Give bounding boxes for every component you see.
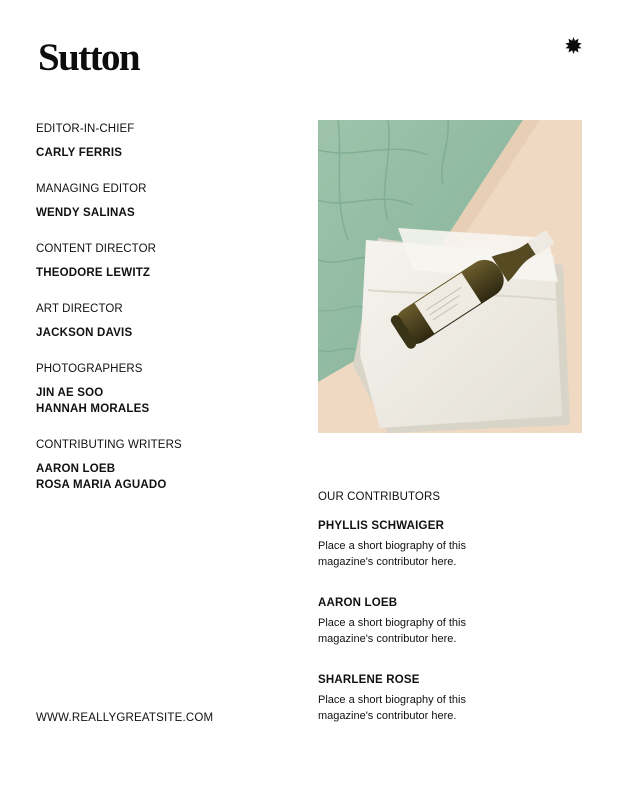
contributor-bio: Place a short biography of this magazine's contributor here. — [318, 617, 466, 645]
staff-name: JACKSON DAVIS — [36, 327, 133, 339]
contributor-name: PHYLLIS SCHWAIGER — [318, 520, 445, 532]
masthead-section — [36, 242, 286, 281]
staff-name: JIN AE SOO — [36, 387, 104, 399]
role-title: PHOTOGRAPHERS — [36, 363, 143, 375]
starburst-icon — [565, 37, 582, 54]
contributor-item — [318, 596, 582, 647]
staff-name: ROSA MARIA AGUADO — [36, 479, 167, 491]
staff-name: THEODORE LEWITZ — [36, 267, 151, 279]
role-title: CONTRIBUTING WRITERS — [36, 439, 182, 451]
contributor-item — [318, 519, 582, 570]
staff-name: AARON LOEB — [36, 463, 116, 475]
contributor-bio: Place a short biography of this magazine's contributor here. — [318, 694, 466, 722]
contributor-name: AARON LOEB — [318, 597, 398, 609]
masthead-section — [36, 362, 286, 417]
staff-name: CARLY FERRIS — [36, 147, 123, 159]
wine-bottle-on-towel-image — [318, 120, 582, 433]
website-link[interactable]: WWW.REALLYGREATSITE.COM — [36, 712, 214, 724]
masthead-section — [36, 182, 286, 221]
contributor-bio: Place a short biography of this magazine's contributor here. — [318, 540, 466, 568]
contributors-section — [318, 490, 582, 750]
masthead-section — [36, 438, 286, 493]
staff-name: WENDY SALINAS — [36, 207, 135, 219]
role-title: ART DIRECTOR — [36, 303, 123, 315]
role-title: CONTENT DIRECTOR — [36, 243, 157, 255]
role-title: EDITOR-IN-CHIEF — [36, 123, 135, 135]
contributor-name: SHARLENE ROSE — [318, 674, 420, 686]
contributor-item — [318, 673, 582, 724]
masthead — [36, 122, 286, 514]
magazine-logo: Sutton — [38, 36, 139, 79]
contributors-heading: OUR CONTRIBUTORS — [318, 491, 441, 503]
masthead-section — [36, 302, 286, 341]
masthead-section — [36, 122, 286, 161]
staff-name: HANNAH MORALES — [36, 403, 150, 415]
feature-photo — [318, 120, 582, 433]
role-title: MANAGING EDITOR — [36, 183, 147, 195]
